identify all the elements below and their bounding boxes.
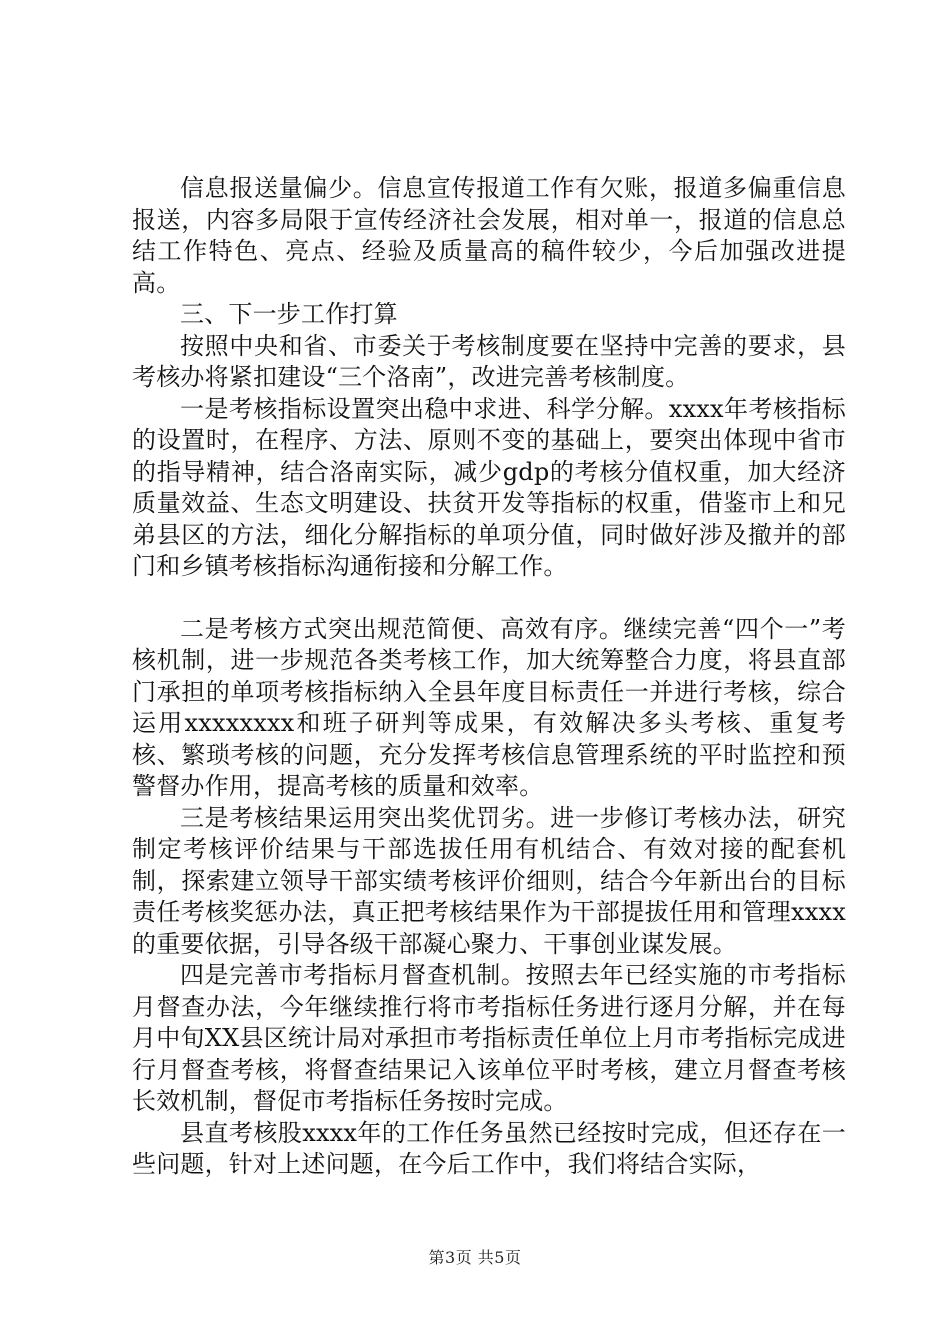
page-number-footer: 第3页 共5页 [428,1248,522,1267]
document-body [132,173,846,1181]
paragraph-closing: 县直考核股xxxx年的工作任务虽然已经按时完成，但还存在一些问题，针对上述问题，在今后工作中，我们将结合实际， [132,1118,846,1178]
paragraph-intro: 按照中央和省、市委关于考核制度要在坚持中完善的要求，县考核办将紧扣建设“三个洛南”，改进完善考核制度。 [132,331,846,391]
paragraph-point-one: 一是考核指标设置突出稳中求进、科学分解。xxxx年考核指标的设置时，在程序、方法、原则不变的基础上，要突出体现中省市的指导精神，结合洛南实际，减少gdp的考核分值权重，加大经济质量效益、生态文明建设、扶贫开发等指标的权重，借鉴市上和兄弟县区的方法，细化分解指标的单项分值，同时做好涉及撤并的部门和乡镇考核指标沟通衔接和分解工作。 [132,394,846,580]
section-heading-next-steps: 三、下一步工作打算 [180,300,398,328]
paragraph-info-reporting: 信息报送量偏少。信息宣传报道工作有欠账，报道多偏重信息报送，内容多局限于宣传经济社会发展，相对单一，报道的信息总结工作特色、亮点、经验及质量高的稿件较少，今后加强改进提高。 [132,174,846,297]
paragraph-point-three: 三是考核结果运用突出奖优罚劣。进一步修订考核办法，研究制定考核评价结果与干部选拔任用有机结合、有效对接的配套机制，探索建立领导干部实绩考核评价细则，结合今年新出台的目标责任考核奖惩办法，真正把考核结果作为干部提拔任用和管理xxxx的重要依据，引导各级干部凝心聚力、干事创业谋发展。 [132,803,846,958]
paragraph-point-four: 四是完善市考指标月督查机制。按照去年已经实施的市考指标月督查办法，今年继续推行将市考指标任务进行逐月分解，并在每月中旬XX县区统计局对承担市考指标责任单位上月市考指标完成进行月督查考核，将督查结果记入该单位平时考核，建立月督查考核长效机制，督促市考指标任务按时完成。 [132,961,846,1115]
paragraph-point-two: 二是考核方式突出规范简便、高效有序。继续完善“四个一”考核机制，进一步规范各类考核工作，加大统筹整合力度，将县直部门承担的单项考核指标纳入全县年度目标责任一并进行考核，综合运用xxxxxxxx和班子研判等成果，有效解决多头考核、重复考核、繁琐考核的问题，充分发挥考核信息管理系统的平时监控和预警督办作用，提高考核的质量和效率。 [132,614,846,800]
